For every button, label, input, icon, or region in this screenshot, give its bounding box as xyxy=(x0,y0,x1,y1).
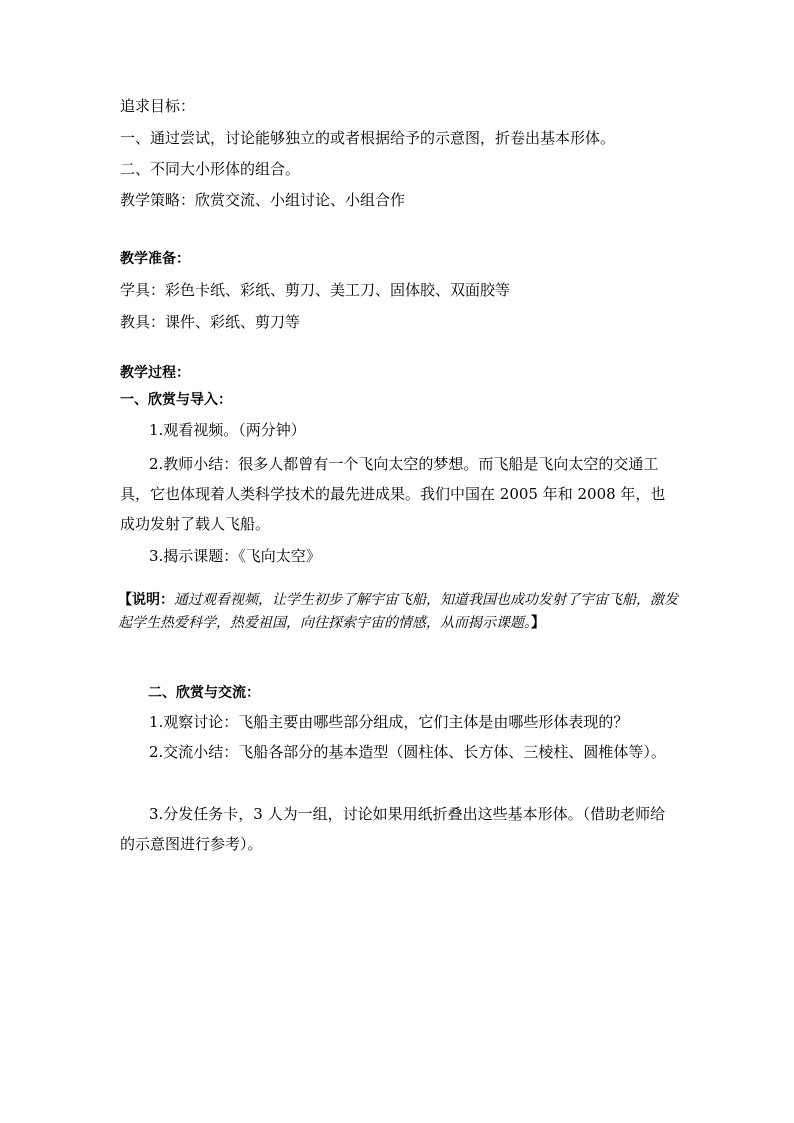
section1-title: 一、欣赏与导入： xyxy=(120,392,232,408)
student-tools: 学具：彩色卡纸、彩纸、剪刀、美工刀、固体胶、双面胶等 xyxy=(120,281,511,299)
process-heading: 教学过程： xyxy=(120,365,190,381)
section1-step1: 1.观看视频。（两分钟） xyxy=(149,421,306,439)
goals-heading: 追求目标： xyxy=(120,97,196,115)
note-close: 】 xyxy=(531,615,545,631)
section1-step3: 3.揭示课题：《飞向太空》 xyxy=(149,547,321,565)
section2-title: 二、欣赏与交流： xyxy=(148,685,260,701)
goal-item-2: 二、不同大小形体的组合。 xyxy=(120,160,301,178)
section2-step2: 2.交流小结：飞船各部分的基本造型（圆柱体、长方体、三棱柱、圆椎体等）。 xyxy=(149,743,666,761)
preparation-heading: 教学准备： xyxy=(120,251,190,267)
teaching-strategy: 教学策略：欣赏交流、小组讨论、小组合作 xyxy=(120,191,406,209)
explanation-note xyxy=(118,589,682,635)
section1-step2: 2.教师小结：很多人都曾有一个飞向太空的梦想。而飞船是飞向太空的交通工具，它也体现着人类科学技术的最先进成果。我们中国在 2005 年和 2008 年，也成功发射了载人飞船。 xyxy=(120,455,666,533)
section2-step3: 3.分发任务卡，3 人为一组，讨论如果用纸折叠出这些基本形体。（借助老师给的示意图进行参考）。 xyxy=(120,805,666,853)
note-label: 【说明： xyxy=(118,592,174,608)
section2-step1: 1.观察讨论：飞船主要由哪些部分组成，它们主体是由哪些形体表现的？ xyxy=(149,713,629,731)
note-text: 通过观看视频，让学生初步了解宇宙飞船，知道我国也成功发射了宇宙飞船，激发起学生热爱科学，热爱祖国，向往探索宇宙的情感，从而揭示课题。 xyxy=(118,592,678,631)
goal-item-1: 一、通过尝试，讨论能够独立的或者根据给予的示意图，折卷出基本形体。 xyxy=(120,129,616,147)
teacher-tools: 教具：课件、彩纸、剪刀等 xyxy=(120,313,301,331)
